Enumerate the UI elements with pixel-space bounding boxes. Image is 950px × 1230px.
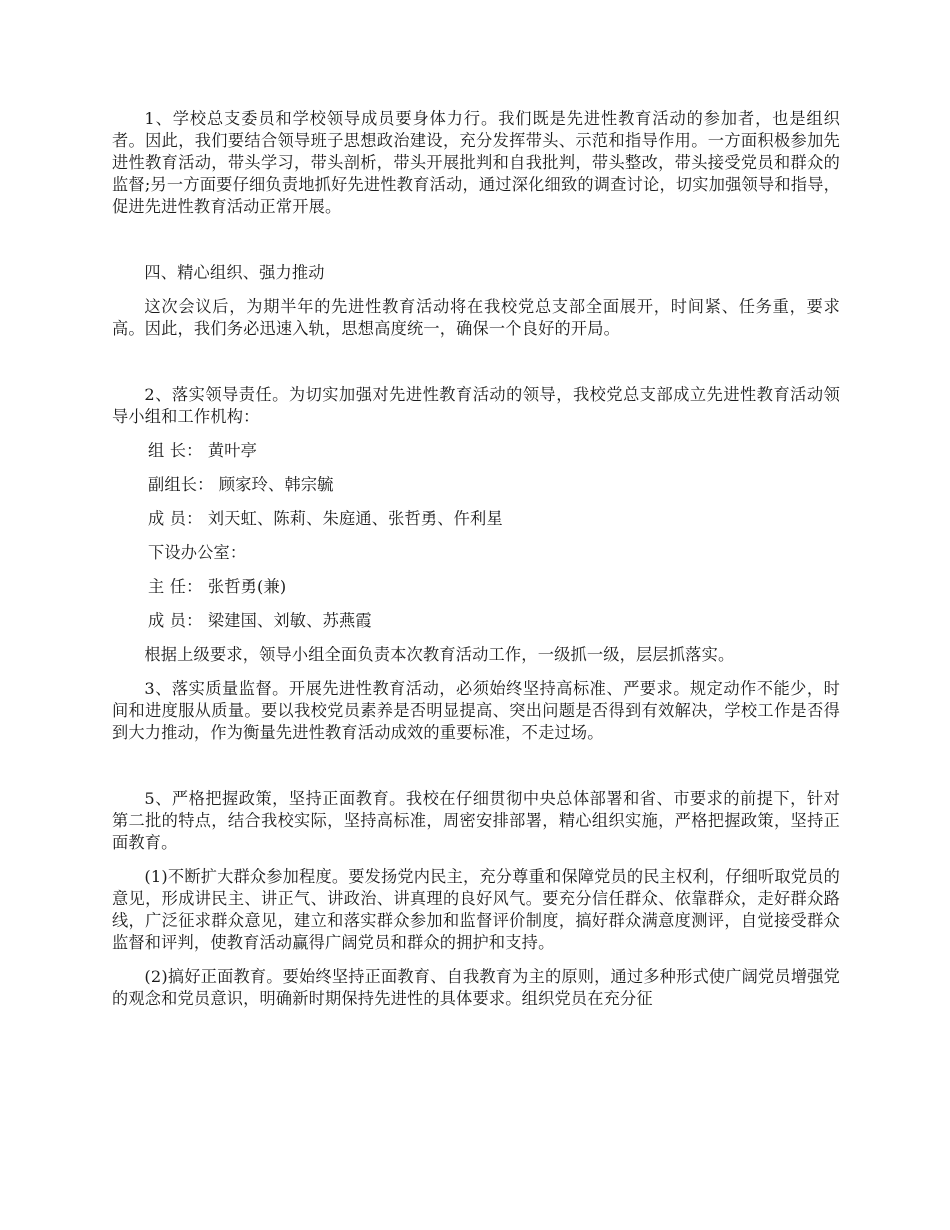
paragraph-meeting-launch: 这次会议后，为期半年的先进性教育活动将在我校党总支部全面展开，时间紧、任务重，要求高。因此，我们务必迅速入轨，思想高度统一，确保一个良好的开局。 bbox=[112, 297, 840, 338]
office-members-line: 成 员： 梁建国、刘敏、苏燕霞 bbox=[148, 611, 372, 630]
document-body bbox=[112, 108, 840, 1010]
group-leader-line: 组 长： 黄叶亭 bbox=[148, 441, 258, 460]
deputy-leader-line: 副组长： 顾家玲、韩宗毓 bbox=[148, 475, 334, 494]
paragraph-leadership-example: 1、学校总支委员和学校领导成员要身体力行。我们既是先进性教育活动的参加者，也是组织者。因此，我们要结合领导班子思想政治建设，充分发挥带头、示范和指导作用。一方面积极参加先进性教育活动，带头学习，带头剖析，带头开展批判和自我批判，带头整改，带头接受党员和群众的监督;另一方面要仔细负责地抓好先进性教育活动，通过深化细致的调查讨论，切实加强领导和指导，促进先进性教育活动正常开展。 bbox=[112, 109, 840, 216]
paragraph-requirements: 根据上级要求，领导小组全面负责本次教育活动工作，一级抓一级，层层抓落实。 bbox=[144, 645, 735, 664]
members-line: 成 员： 刘天虹、陈莉、朱庭通、张哲勇、仵利星 bbox=[148, 509, 503, 528]
section-heading-4: 四、精心组织、强力推动 bbox=[144, 263, 325, 282]
paragraph-positive-education: (2)搞好正面教育。要始终坚持正面教育、自我教育为主的原则，通过多种形式使广阔党员增强党的观念和党员意识，明确新时期保持先进性的具体要求。组织党员在充分征 bbox=[112, 967, 840, 1008]
director-line: 主 任： 张哲勇(兼) bbox=[148, 577, 287, 596]
office-line: 下设办公室： bbox=[148, 543, 247, 562]
paragraph-leadership-responsibility: 2、落实领导责任。为切实加强对先进性教育活动的领导，我校党总支部成立先进性教育活动领导小组和工作机构： bbox=[112, 385, 840, 426]
paragraph-policy: 5、严格把握政策，坚持正面教育。我校在仔细贯彻中央总体部署和省、市要求的前提下，针对第二批的特点，结合我校实际，坚持高标准，周密安排部署，精心组织实施，严格把握政策，坚持正面教育。 bbox=[112, 789, 840, 852]
paragraph-quality-supervision: 3、落实质量监督。开展先进性教育活动，必须始终坚持高标准、严要求。规定动作不能少，时间和进度服从质量。要以我校党员素养是否明显提高、突出问题是否得到有效解决，学校工作是否得到大力推动，作为衡量先进性教育活动成效的重要标准，不走过场。 bbox=[112, 679, 840, 742]
paragraph-mass-participation: (1)不断扩大群众参加程度。要发扬党内民主，充分尊重和保障党员的民主权利，仔细听取党员的意见，形成讲民主、讲正气、讲政治、讲真理的良好风气。要充分信任群众、依靠群众，走好群众路线，广泛征求群众意见，建立和落实群众参加和监督评价制度，搞好群众满意度测评，自觉接受群众监督和评判，使教育活动赢得广阔党员和群众的拥护和支持。 bbox=[112, 867, 840, 952]
